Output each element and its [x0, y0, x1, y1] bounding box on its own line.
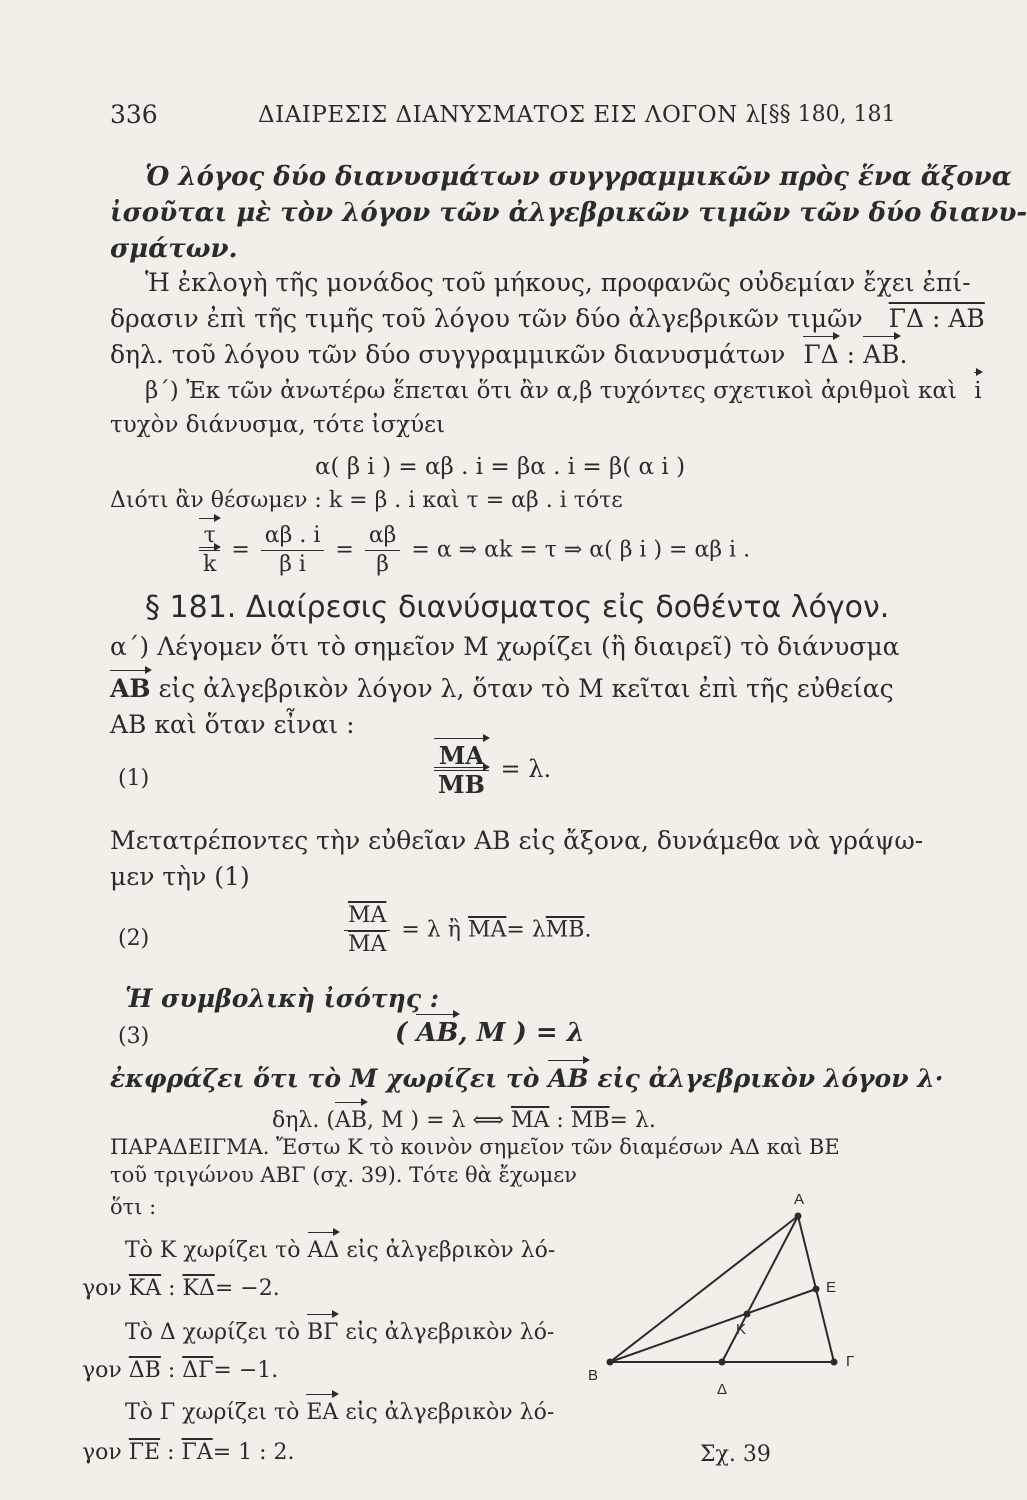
para-1-line-1: Ἡ ἐκλογὴ τῆς μονάδος τοῦ μήκους, προφανῶς οὐδεμίαν ἔχει ἐπί-	[145, 268, 971, 297]
running-title: ΔΙΑΙΡΕΣΙΣ ΔΙΑΝΥΣΜΑΤΟΣ ΕΙΣ ΛΟΓΟΝ λ	[258, 102, 761, 128]
gd-ab-ratio: ΓΔ : ΑΒ	[888, 304, 985, 333]
eq-label-1: (1)	[118, 766, 150, 791]
equation-2-period: .	[584, 917, 592, 943]
side-ab	[610, 1216, 798, 1362]
vector-gd: ΓΔ	[803, 340, 839, 369]
median-be	[610, 1289, 816, 1362]
para-2-line-1	[145, 376, 982, 406]
label-a: Α	[794, 1191, 805, 1208]
item-3-text-c: εἰς ἀλγεβρικὸν λό-	[345, 1400, 555, 1425]
vector-ab-expresses: ΑΒ	[548, 1064, 589, 1093]
example-line-2: τοῦ τριγώνου ΑΒΓ (σχ. 39). Τότε θὰ ἔχωμεν	[110, 1163, 577, 1187]
equation-1	[430, 742, 551, 799]
item-1-text-a: Τὸ Κ χωρίζει τὸ	[125, 1238, 301, 1263]
item-2-gon: γον	[82, 1358, 122, 1383]
section-para-1-line-1: α΄) Λέγομεν ὅτι τὸ σημεῖον Μ χωρίζει (ἢ διαιρεῖ) τὸ διάνυσμα	[110, 632, 900, 661]
fraction-ma-mb	[434, 742, 489, 799]
equation-2-rhs-c: = λ	[506, 917, 546, 943]
equals-sign: =	[231, 537, 257, 563]
fraction-k: k	[199, 551, 220, 579]
vertex-a	[795, 1213, 802, 1220]
fraction-num-2: αβ	[365, 522, 401, 551]
theorem-line-2: ἰσοῦται μὲ τὸν λόγον τῶν ἀλγεβρικῶν τιμῶν τῶν δύο διανυ-	[110, 198, 1027, 228]
label-e: Ε	[826, 1279, 837, 1296]
vector-ea: ΕΑ	[306, 1398, 338, 1428]
item-1-gon: γον	[82, 1276, 122, 1301]
section-para-1-line-2	[110, 674, 894, 704]
eq-label-2: (2)	[118, 926, 150, 951]
para-1-line-3-text: δηλ. τοῦ λόγου τῶν δύο συγγραμμικῶν διανυσμάτων	[110, 340, 786, 369]
eq-label-3: (3)	[118, 1024, 150, 1049]
fraction-ab-i	[261, 522, 325, 579]
example-item-3-line-1	[125, 1398, 554, 1428]
bar-ma-dil: $\overline{MA}$	[511, 1108, 550, 1133]
para-2-line-1-text: β΄) Ἐκ τῶν ἀνωτέρω ἕπεται ὅτι ἂν α,β τυχόντες σχετικοὶ ἀριθμοὶ καὶ	[145, 378, 957, 404]
fraction-num-1: αβ . i	[261, 522, 325, 551]
page-number: 336	[110, 100, 158, 129]
section-para-2-line-1: Μετατρέποντες τὴν εὐθεῖαν ΑΒ εἰς ἄξονα, δυνάμεθα νὰ γράψω-	[110, 826, 924, 855]
bar-mb: $\overline{MB}$	[545, 917, 585, 943]
dil-open: δηλ. (	[272, 1108, 335, 1133]
fraction-ab-b	[365, 522, 401, 579]
example-line-3: ὅτι :	[110, 1195, 157, 1219]
dil-end: = λ.	[609, 1108, 656, 1133]
point-k	[744, 1311, 751, 1318]
point-e	[813, 1286, 820, 1293]
vertex-b	[607, 1359, 614, 1366]
equation-2-rhs-a: = λ ἢ	[401, 917, 461, 943]
equals-sign-2: =	[335, 537, 361, 563]
fraction-tau: τ	[199, 522, 220, 551]
bar-ga: $\overline{\Gamma A}$	[181, 1440, 213, 1465]
example-line-1	[110, 1132, 840, 1162]
item-1-colon: :	[168, 1276, 176, 1301]
expresses-text-end: εἰς ἀλγεβρικὸν λόγον λ·	[597, 1064, 944, 1093]
fraction-den-1: β i	[279, 552, 306, 577]
bar-db: $\overline{\Delta B}$	[128, 1358, 161, 1383]
equation-3-rest: , Μ ) = λ	[458, 1018, 585, 1048]
section-para-1-line-3: ΑΒ καὶ ὅταν εἶναι :	[110, 710, 355, 739]
item-3-gon: γον	[82, 1440, 122, 1465]
bar-ma-num: $\overline{MA}$	[344, 902, 390, 931]
vector-bg: ΒΓ	[307, 1318, 338, 1348]
para-1-line-2-text: δρασιν ἐπὶ τῆς τιμῆς τοῦ λόγου τῶν δύο ἀλγεβρικῶν τιμῶν	[110, 304, 863, 333]
dil-colon: :	[556, 1108, 564, 1133]
vector-ab-bold: ΑΒ	[110, 674, 151, 703]
bar-ma-den: ΜΑ	[348, 932, 387, 957]
vector-ab-dil: ΑΒ	[335, 1106, 367, 1136]
bar-kd: $\overline{K\Delta}$	[182, 1276, 215, 1301]
para-1-line-2	[110, 304, 985, 334]
equation-associativity: α( β i ) = αβ . i = βα . i = β( α i )	[315, 454, 686, 480]
theorem-line-1: Ὁ λόγος δύο διανυσμάτων συγγραμμικῶν πρὸς ἕνα ἄξονα	[145, 162, 1012, 192]
bar-ma: $\overline{MA}$	[467, 917, 507, 943]
equation-3-open: (	[395, 1018, 408, 1048]
item-2-colon: :	[167, 1358, 176, 1383]
bar-mb-dil: $\overline{MB}$	[570, 1108, 610, 1133]
label-k: Κ	[736, 1321, 747, 1338]
item-3-text-a: Τὸ Γ χωρίζει τὸ	[125, 1400, 300, 1425]
item-2-text-c: εἰς ἀλγεβρικὸν λό-	[345, 1320, 555, 1345]
example-item-3-line-2	[82, 1438, 295, 1468]
expresses-text: ἐκφράζει ὅτι τὸ Μ χωρίζει τὸ	[110, 1064, 540, 1093]
vector-ad: ΑΔ	[308, 1236, 340, 1266]
example-line-1-text: Ἔστω Κ τὸ κοινὸν σημεῖον τῶν διαμέσων ΑΔ καὶ ΒΕ	[276, 1135, 840, 1159]
example-item-2-line-1	[125, 1318, 554, 1348]
equation-fraction-chain	[195, 522, 750, 579]
vector-ab: ΑΒ	[863, 340, 900, 369]
item-3-colon: :	[167, 1440, 175, 1465]
item-2-text-a: Τὸ Δ χωρίζει τὸ	[125, 1320, 300, 1345]
para-2-line-2: τυχὸν διάνυσμα, τότε ἰσχύει	[110, 412, 446, 438]
dil-mid: , Μ ) = λ ⟺	[367, 1108, 504, 1133]
symbolic-equality-label: Ἡ συμβολικὴ ἰσότης :	[125, 984, 440, 1013]
item-2-value: = −1.	[213, 1358, 279, 1383]
label-g: Γ	[846, 1353, 855, 1370]
equation-1-rhs: = λ.	[500, 755, 552, 783]
vector-ma: ΜΑ	[434, 742, 489, 771]
equation-3	[395, 1018, 585, 1048]
bar-ge: $\overline{\Gamma E}$	[128, 1440, 161, 1465]
fraction-tau-k	[199, 522, 220, 579]
item-1-value: = −2.	[214, 1276, 280, 1301]
median-ad	[722, 1216, 798, 1362]
label-b: Β	[588, 1367, 599, 1384]
vertex-g	[831, 1359, 838, 1366]
bar-ka: $\overline{KA}$	[128, 1276, 162, 1301]
label-d: Δ	[717, 1381, 728, 1398]
vector-mb: ΜΒ	[434, 771, 489, 799]
item-3-value: = 1 : 2.	[212, 1440, 295, 1465]
fraction-den-2: β	[376, 552, 389, 577]
section-ref: [§§ 180, 181	[760, 102, 896, 127]
bar-dg: $\overline{\Delta\Gamma}$	[182, 1358, 214, 1383]
example-item-1-line-1	[125, 1236, 555, 1266]
vector-ab-eq3: ΑΒ	[416, 1018, 459, 1048]
section-heading: § 181. Διαίρεσις διανύσματος εἰς δοθέντα λόγον.	[145, 590, 890, 625]
equation-definitions: Διότι ἂν θέσωμεν : k = β . i καὶ τ = αβ . i τότε	[110, 488, 623, 513]
colon: :	[846, 340, 856, 369]
section-para-1-line-2-text: εἰς ἀλγεβρικὸν λόγον λ, ὅταν τὸ Μ κεῖται ἐπὶ τῆς εὐθείας	[158, 674, 894, 703]
vector-i: i	[974, 378, 982, 404]
example-item-2-line-2	[82, 1356, 278, 1386]
para-1-line-3	[110, 340, 907, 370]
period: .	[899, 340, 908, 369]
section-para-2-line-2: μεν τὴν (1)	[110, 862, 250, 891]
theorem-line-3: σμάτων.	[110, 234, 238, 264]
expresses-line	[110, 1064, 944, 1094]
example-label: ΠΑΡΑΔΕΙΓΜΑ.	[110, 1135, 270, 1159]
example-item-1-line-2	[82, 1274, 280, 1304]
triangle-figure	[580, 1180, 880, 1410]
item-1-text-c: εἰς ἀλγεβρικὸν λό-	[346, 1238, 556, 1263]
equation-2	[340, 902, 591, 959]
equation-chain-rest: = α ⇒ αk = τ ⇒ α( β i ) = αβ i .	[411, 537, 751, 563]
point-d	[719, 1359, 726, 1366]
figure-caption: Σχ. 39	[700, 1442, 771, 1467]
fraction-ma-ma	[344, 902, 390, 959]
